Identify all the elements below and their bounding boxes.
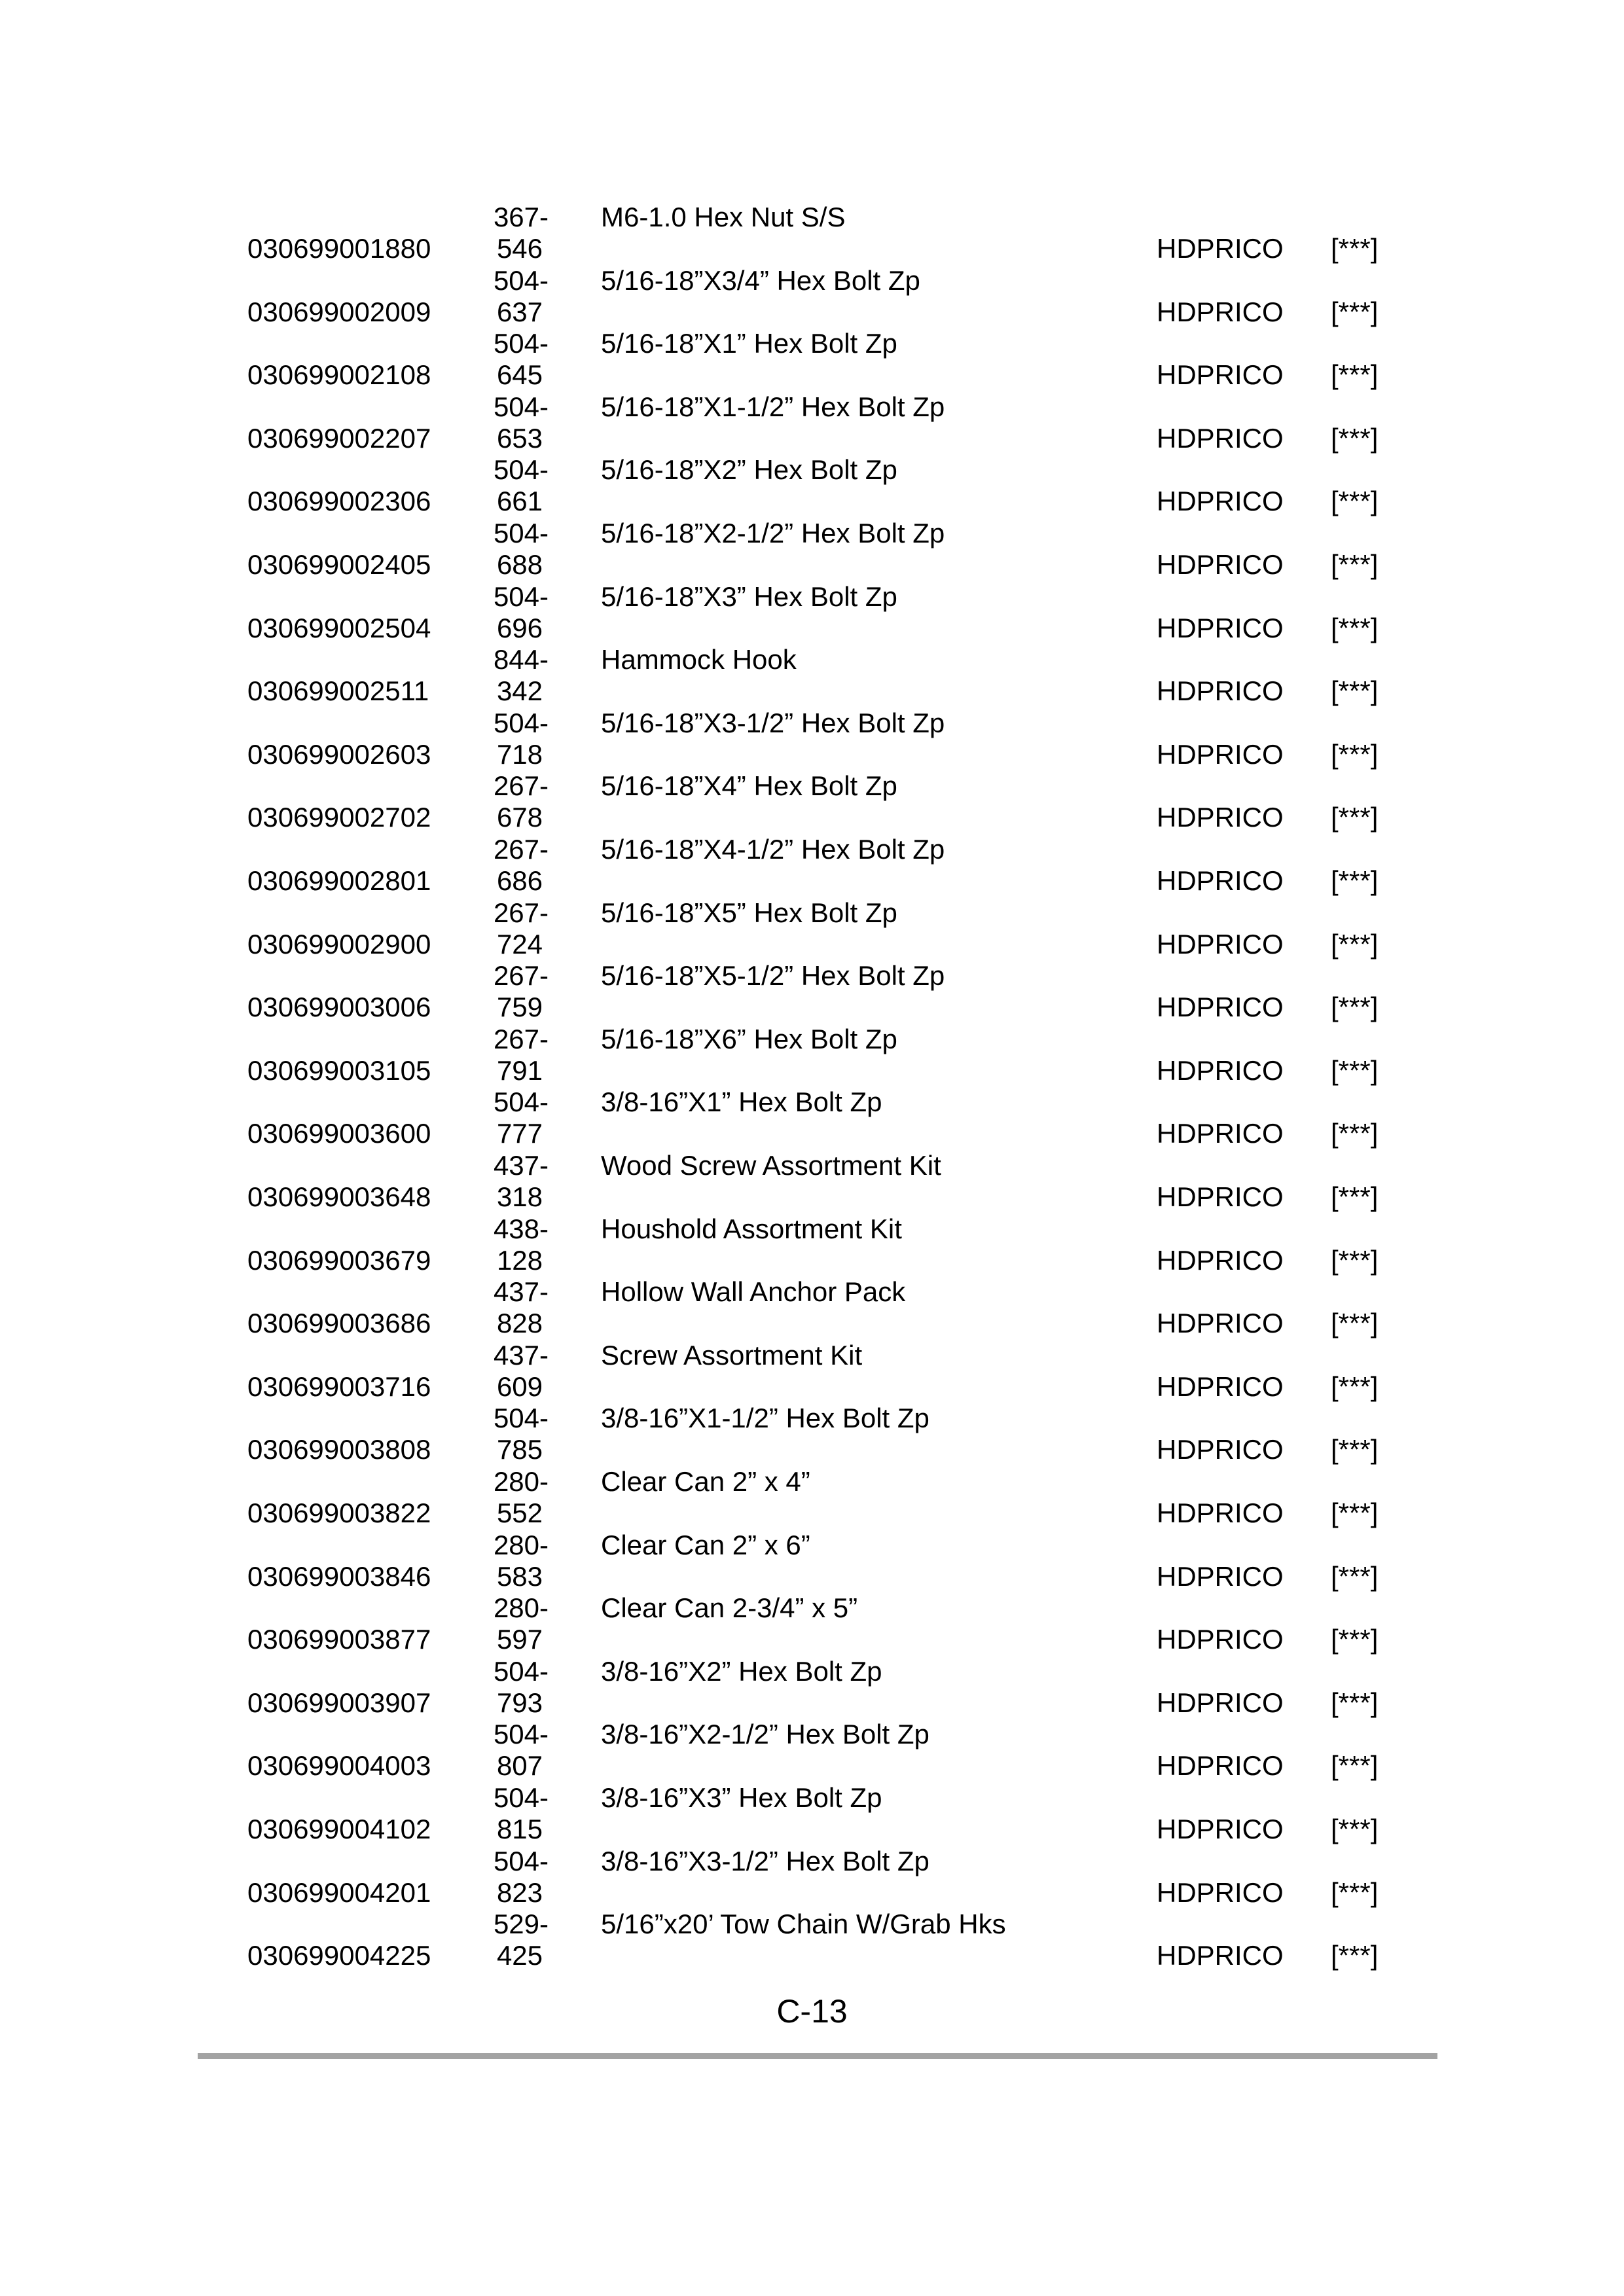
price-redacted: [***] — [1331, 802, 1379, 833]
table-row — [0, 708, 1624, 771]
price-redacted: [***] — [1331, 928, 1379, 960]
vendor-code: HDPRICO — [1157, 296, 1284, 327]
sku-prefix: 504- — [493, 707, 549, 738]
upc-code: 030699004003 — [247, 1750, 431, 1782]
upc-code: 030699002801 — [247, 865, 431, 896]
item-description: 5/16-18”X2” Hex Bolt Zp — [601, 454, 897, 486]
sku-suffix: 759 — [496, 992, 543, 1023]
vendor-code: HDPRICO — [1157, 1876, 1284, 1908]
sku-prefix: 437- — [493, 1150, 549, 1181]
upc-code: 030699004102 — [247, 1814, 431, 1844]
sku-prefix: 504- — [493, 1655, 549, 1687]
upc-code: 030699003006 — [247, 992, 431, 1023]
sku-prefix: 504- — [493, 1403, 549, 1434]
sku-suffix: 661 — [496, 486, 543, 517]
table-row — [0, 518, 1624, 581]
price-redacted: [***] — [1331, 1750, 1379, 1782]
vendor-code: HDPRICO — [1157, 612, 1284, 643]
item-description: 3/8-16”X1-1/2” Hex Bolt Zp — [601, 1403, 929, 1434]
upc-code: 030699003822 — [247, 1498, 431, 1528]
upc-code: 030699002603 — [247, 738, 431, 770]
vendor-code: HDPRICO — [1157, 1181, 1284, 1212]
vendor-code: HDPRICO — [1157, 1371, 1284, 1402]
price-redacted: [***] — [1331, 422, 1379, 454]
upc-code: 030699002702 — [247, 802, 431, 833]
price-redacted: [***] — [1331, 1371, 1379, 1402]
vendor-code: HDPRICO — [1157, 359, 1284, 391]
page-number: C-13 — [776, 1993, 848, 2030]
item-description: M6-1.0 Hex Nut S/S — [601, 202, 846, 232]
sku-prefix: 267- — [493, 834, 549, 865]
sku-suffix: 823 — [496, 1876, 543, 1908]
item-description: 5/16-18”X1” Hex Bolt Zp — [601, 328, 897, 359]
vendor-code: HDPRICO — [1157, 738, 1284, 770]
upc-code: 030699003808 — [247, 1434, 431, 1465]
vendor-code: HDPRICO — [1157, 675, 1284, 707]
table-row — [0, 202, 1624, 265]
sku-suffix: 425 — [496, 1940, 543, 1971]
sku-prefix: 504- — [493, 581, 549, 612]
upc-code: 030699003679 — [247, 1244, 431, 1276]
sku-prefix: 504- — [493, 264, 549, 296]
vendor-code: HDPRICO — [1157, 233, 1284, 264]
upc-code: 030699002511 — [247, 675, 429, 707]
upc-code: 030699002900 — [247, 928, 431, 960]
upc-code: 030699003877 — [247, 1624, 431, 1655]
upc-code: 030699003846 — [247, 1560, 431, 1592]
table-row — [0, 644, 1624, 708]
sku-suffix: 828 — [496, 1308, 543, 1339]
vendor-code: HDPRICO — [1157, 928, 1284, 960]
price-redacted: [***] — [1331, 992, 1379, 1023]
table-row — [0, 1656, 1624, 1719]
price-redacted: [***] — [1331, 1244, 1379, 1276]
item-description: Wood Screw Assortment Kit — [601, 1150, 941, 1181]
price-redacted: [***] — [1331, 865, 1379, 896]
price-redacted: [***] — [1331, 1054, 1379, 1086]
vendor-code: HDPRICO — [1157, 486, 1284, 517]
vendor-code: HDPRICO — [1157, 865, 1284, 896]
sku-prefix: 504- — [493, 518, 549, 548]
price-redacted: [***] — [1331, 1308, 1379, 1339]
item-description: 5/16-18”X4” Hex Bolt Zp — [601, 770, 897, 802]
upc-code: 030699003648 — [247, 1181, 431, 1212]
item-description: Hammock Hook — [601, 644, 797, 675]
sku-prefix: 280- — [493, 1466, 549, 1497]
sku-suffix: 583 — [496, 1560, 543, 1592]
sku-suffix: 637 — [496, 296, 543, 327]
table-row — [0, 328, 1624, 391]
sku-suffix: 609 — [496, 1371, 543, 1402]
sku-suffix: 807 — [496, 1750, 543, 1782]
sku-suffix: 815 — [496, 1814, 543, 1844]
sku-suffix: 552 — [496, 1498, 543, 1528]
vendor-code: HDPRICO — [1157, 422, 1284, 454]
price-redacted: [***] — [1331, 675, 1379, 707]
item-description: 5/16-18”X5” Hex Bolt Zp — [601, 897, 897, 928]
sku-prefix: 844- — [493, 644, 549, 675]
sku-prefix: 504- — [493, 1086, 549, 1118]
price-redacted: [***] — [1331, 738, 1379, 770]
price-redacted: [***] — [1331, 549, 1379, 580]
vendor-code: HDPRICO — [1157, 549, 1284, 580]
upc-code: 030699003105 — [247, 1054, 431, 1086]
upc-code: 030699002009 — [247, 296, 431, 327]
table-row — [0, 1846, 1624, 1909]
upc-code: 030699003686 — [247, 1308, 431, 1339]
upc-code: 030699002207 — [247, 422, 431, 454]
table-row — [0, 581, 1624, 645]
item-description: 3/8-16”X3-1/2” Hex Bolt Zp — [601, 1845, 929, 1876]
vendor-code: HDPRICO — [1157, 1940, 1284, 1971]
price-redacted: [***] — [1331, 1624, 1379, 1655]
table-row — [0, 1719, 1624, 1782]
vendor-code: HDPRICO — [1157, 1244, 1284, 1276]
sku-suffix: 128 — [496, 1244, 543, 1276]
item-description: Clear Can 2-3/4” x 5” — [601, 1592, 858, 1624]
item-description: 5/16-18”X5-1/2” Hex Bolt Zp — [601, 960, 945, 992]
sku-prefix: 529- — [493, 1909, 549, 1940]
upc-code: 030699002108 — [247, 359, 431, 391]
vendor-code: HDPRICO — [1157, 1434, 1284, 1465]
sku-prefix: 367- — [493, 202, 549, 232]
table-row — [0, 391, 1624, 455]
item-description: 5/16-18”X3” Hex Bolt Zp — [601, 581, 897, 612]
sku-prefix: 267- — [493, 770, 549, 802]
item-description: 5/16-18”X1-1/2” Hex Bolt Zp — [601, 391, 945, 422]
price-redacted: [***] — [1331, 1560, 1379, 1592]
sku-suffix: 793 — [496, 1687, 543, 1718]
table-row — [0, 960, 1624, 1024]
sku-prefix: 438- — [493, 1213, 549, 1244]
item-description: 5/16-18”X2-1/2” Hex Bolt Zp — [601, 518, 945, 548]
sku-prefix: 280- — [493, 1529, 549, 1560]
table-row — [0, 1024, 1624, 1087]
vendor-code: HDPRICO — [1157, 1498, 1284, 1528]
item-description: Clear Can 2” x 6” — [601, 1529, 810, 1560]
footer-rule — [198, 2053, 1437, 2059]
table-row — [0, 1782, 1624, 1846]
price-redacted: [***] — [1331, 1118, 1379, 1149]
item-description: 5/16-18”X3/4” Hex Bolt Zp — [601, 264, 920, 296]
sku-prefix: 437- — [493, 1276, 549, 1308]
item-description: 5/16”x20’ Tow Chain W/Grab Hks — [601, 1909, 1006, 1940]
table-row — [0, 1086, 1624, 1150]
sku-suffix: 777 — [496, 1118, 543, 1149]
upc-code: 030699003600 — [247, 1118, 431, 1149]
item-description: 3/8-16”X2” Hex Bolt Zp — [601, 1655, 882, 1687]
sku-prefix: 504- — [493, 454, 549, 486]
vendor-code: HDPRICO — [1157, 1118, 1284, 1149]
price-redacted: [***] — [1331, 1940, 1379, 1971]
table-row — [0, 897, 1624, 961]
sku-suffix: 696 — [496, 612, 543, 643]
table-row — [0, 454, 1624, 518]
vendor-code: HDPRICO — [1157, 1750, 1284, 1782]
sku-prefix: 267- — [493, 960, 549, 992]
item-description: 3/8-16”X2-1/2” Hex Bolt Zp — [601, 1719, 929, 1750]
sku-suffix: 597 — [496, 1624, 543, 1655]
price-redacted: [***] — [1331, 1876, 1379, 1908]
item-description: 3/8-16”X1” Hex Bolt Zp — [601, 1086, 882, 1118]
item-description: 3/8-16”X3” Hex Bolt Zp — [601, 1782, 882, 1813]
sku-prefix: 267- — [493, 1023, 549, 1054]
sku-suffix: 791 — [496, 1054, 543, 1086]
table-row — [0, 1276, 1624, 1340]
item-description: Houshold Assortment Kit — [601, 1213, 902, 1244]
upc-code: 030699002504 — [247, 612, 431, 643]
vendor-code: HDPRICO — [1157, 1814, 1284, 1844]
sku-prefix: 504- — [493, 328, 549, 359]
sku-prefix: 267- — [493, 897, 549, 928]
table-row — [0, 1340, 1624, 1403]
item-description: 5/16-18”X3-1/2” Hex Bolt Zp — [601, 707, 945, 738]
upc-code: 030699002405 — [247, 549, 431, 580]
vendor-code: HDPRICO — [1157, 1308, 1284, 1339]
table-row — [0, 265, 1624, 329]
vendor-code: HDPRICO — [1157, 1054, 1284, 1086]
sku-suffix: 718 — [496, 738, 543, 770]
vendor-code: HDPRICO — [1157, 802, 1284, 833]
sku-prefix: 504- — [493, 1719, 549, 1750]
sku-suffix: 724 — [496, 928, 543, 960]
table-row — [0, 1909, 1624, 1972]
item-description: Screw Assortment Kit — [601, 1339, 863, 1371]
vendor-code: HDPRICO — [1157, 1624, 1284, 1655]
sku-suffix: 686 — [496, 865, 543, 896]
sku-suffix: 546 — [496, 233, 543, 264]
table-row — [0, 1592, 1624, 1656]
sku-prefix: 280- — [493, 1592, 549, 1624]
price-redacted: [***] — [1331, 296, 1379, 327]
sku-suffix: 653 — [496, 422, 543, 454]
sku-prefix: 504- — [493, 1845, 549, 1876]
price-redacted: [***] — [1331, 1498, 1379, 1528]
price-redacted: [***] — [1331, 359, 1379, 391]
sku-suffix: 342 — [496, 675, 543, 707]
upc-code: 030699003907 — [247, 1687, 431, 1718]
price-redacted: [***] — [1331, 1687, 1379, 1718]
vendor-code: HDPRICO — [1157, 992, 1284, 1023]
table-row — [0, 770, 1624, 834]
sku-prefix: 437- — [493, 1339, 549, 1371]
price-redacted: [***] — [1331, 1434, 1379, 1465]
upc-code: 030699003716 — [247, 1371, 431, 1402]
table-row — [0, 1213, 1624, 1277]
sku-suffix: 688 — [496, 549, 543, 580]
upc-code: 030699001880 — [247, 233, 431, 264]
table-row — [0, 1530, 1624, 1593]
table-row — [0, 834, 1624, 897]
price-redacted: [***] — [1331, 1181, 1379, 1212]
sku-suffix: 645 — [496, 359, 543, 391]
upc-code: 030699004201 — [247, 1876, 431, 1908]
item-description: 5/16-18”X4-1/2” Hex Bolt Zp — [601, 834, 945, 865]
upc-code: 030699002306 — [247, 486, 431, 517]
item-description: 5/16-18”X6” Hex Bolt Zp — [601, 1023, 897, 1054]
price-redacted: [***] — [1331, 486, 1379, 517]
price-redacted: [***] — [1331, 233, 1379, 264]
sku-suffix: 318 — [496, 1181, 543, 1212]
sku-suffix: 785 — [496, 1434, 543, 1465]
vendor-code: HDPRICO — [1157, 1687, 1284, 1718]
sku-suffix: 678 — [496, 802, 543, 833]
table-row — [0, 1466, 1624, 1530]
item-description: Clear Can 2” x 4” — [601, 1466, 810, 1497]
table-row — [0, 1403, 1624, 1466]
upc-code: 030699004225 — [247, 1940, 431, 1971]
sku-prefix: 504- — [493, 391, 549, 422]
price-redacted: [***] — [1331, 612, 1379, 643]
table-row — [0, 1150, 1624, 1213]
item-description: Hollow Wall Anchor Pack — [601, 1276, 906, 1308]
vendor-code: HDPRICO — [1157, 1560, 1284, 1592]
price-redacted: [***] — [1331, 1814, 1379, 1844]
sku-prefix: 504- — [493, 1782, 549, 1813]
